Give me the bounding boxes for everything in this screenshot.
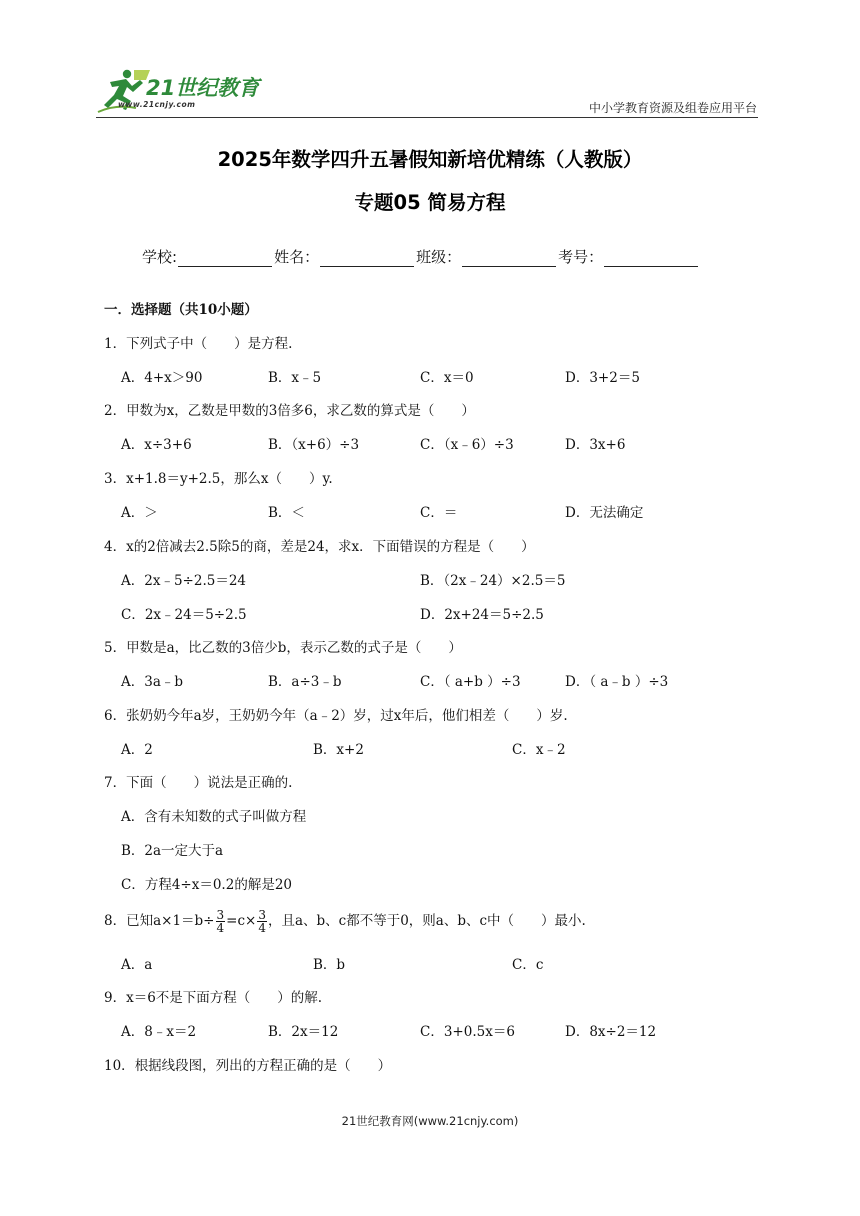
option-2c: C．（x﹣6）÷3 (420, 437, 514, 453)
option-5a: A．3a﹣b (121, 674, 184, 690)
logo-text: 21世纪教育 (146, 76, 260, 100)
option-1a: A．4+x＞90 (121, 370, 203, 386)
question-8: 8．已知a×1＝b÷ $\frac{3}{4}$ =c× $\frac{3}{4}$ ，且a、b、c都不等于0，则a、b、c中（ ）最小. (104, 908, 586, 935)
logo (96, 68, 266, 114)
logo-url: www.21cnjy.com (118, 100, 196, 109)
option-1c: C．x＝0 (420, 370, 474, 386)
question-4: 4．x的2倍减去2.5除5的商，差是24，求x．下面错误的方程是（ ） (104, 539, 535, 555)
option-5c: C．（ a+b ）÷3 (420, 674, 521, 690)
question-3: 3．x+1.8＝y+2.5，那么x（ ）y. (104, 471, 333, 487)
option-3d: D．无法确定 (565, 505, 644, 521)
page-footer: 21世纪教育网(www.21cnjy.com) (341, 1114, 519, 1128)
option-4b: B．（2x﹣24）×2.5＝5 (420, 573, 566, 589)
name-label: 姓名： (274, 248, 320, 266)
header-divider (96, 117, 758, 118)
option-9b: B．2x＝12 (268, 1024, 339, 1040)
school-label: 学校: (142, 248, 178, 266)
question-7: 7．下面（ ）说法是正确的. (104, 775, 293, 791)
option-5d: D．（ a﹣b ）÷3 (565, 674, 669, 690)
document-title: 2025年数学四升五暑假知新培优精练（人教版） (217, 148, 643, 171)
option-6b: B．x+2 (313, 742, 364, 758)
option-8a: A．a (121, 957, 153, 973)
option-9c: C．3+0.5x＝6 (420, 1024, 515, 1040)
option-5b: B．a÷3﹣b (268, 674, 342, 690)
option-4a: A．2x﹣5÷2.5＝24 (121, 573, 247, 589)
option-2b: B．（x+6）÷3 (268, 437, 360, 453)
option-7b: B．2a一定大于a (121, 843, 224, 859)
fraction-three-quarters: $\frac{3}{4}$ (258, 908, 266, 935)
fraction-three-quarters: $\frac{3}{4}$ (216, 908, 225, 935)
option-4c: C．2x﹣24＝5÷2.5 (121, 607, 247, 623)
option-6a: A．2 (121, 742, 153, 758)
option-9a: A．8﹣x＝2 (121, 1024, 197, 1040)
class-blank[interactable] (462, 248, 556, 267)
option-2a: A．x÷3+6 (121, 437, 192, 453)
option-3a: A．＞ (121, 505, 158, 521)
option-7c: C．方程4÷x＝0.2的解是20 (121, 877, 292, 893)
option-4d: D．2x+24＝5÷2.5 (420, 607, 544, 623)
exam-no-blank[interactable] (604, 248, 698, 267)
option-1b: B．x﹣5 (268, 370, 322, 386)
question-1: 1．下列式子中（ ）是方程. (104, 336, 293, 352)
question-9: 9．x＝6不是下面方程（ ）的解. (104, 990, 323, 1006)
question-5: 5．甲数是a，比乙数的3倍少b，表示乙数的式子是（ ） (104, 640, 462, 656)
student-info-fields (142, 246, 700, 267)
option-8b: B．b (313, 957, 346, 973)
question-2: 2．甲数为x，乙数是甲数的3倍多6，求乙数的算式是（ ） (104, 403, 475, 419)
option-1d: D．3+2＝5 (565, 370, 640, 386)
option-6c: C．x﹣2 (512, 742, 566, 758)
option-9d: D．8x÷2＝12 (565, 1024, 657, 1040)
section-heading: 一．选择题（共10小题） (104, 302, 258, 318)
question-10: 10．根据线段图，列出的方程正确的是（ ） (104, 1058, 392, 1074)
option-2d: D．3x+6 (565, 437, 626, 453)
platform-tagline: 中小学教育资源及组卷应用平台 (588, 101, 757, 115)
option-8c: C．c (512, 957, 544, 973)
exam-no-label: 考号： (558, 248, 604, 266)
option-7a: A．含有未知数的式子叫做方程 (121, 809, 307, 825)
class-label: 班级： (416, 248, 462, 266)
question-6: 6．张奶奶今年a岁，王奶奶今年（a﹣2）岁，过x年后，他们相差（ ）岁. (104, 708, 568, 724)
document-subtitle: 专题05 简易方程 (354, 191, 506, 214)
option-3b: B．＜ (268, 505, 305, 521)
school-blank[interactable] (178, 248, 272, 267)
option-3c: C．＝ (420, 505, 458, 521)
name-blank[interactable] (320, 248, 414, 267)
